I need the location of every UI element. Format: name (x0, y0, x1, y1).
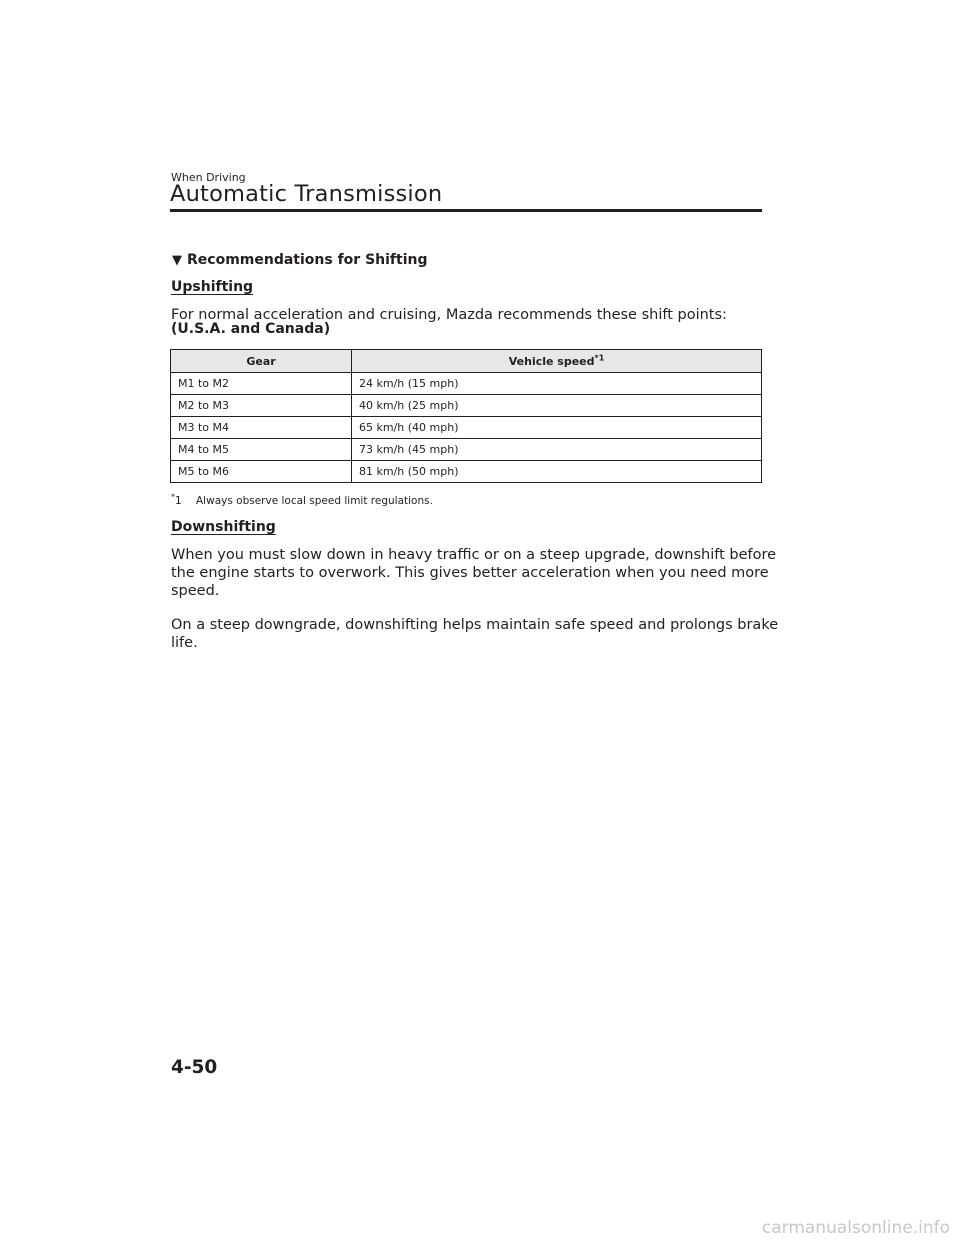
table-row (171, 395, 762, 417)
speed-cell: 65 km/h (40 mph) (352, 417, 762, 439)
speed-note-mark: *1 (594, 352, 605, 362)
region-label: (U.S.A. and Canada) (171, 321, 331, 337)
downshifting-paragraph-2 (171, 616, 779, 652)
table-row (171, 439, 762, 461)
gear-cell: M4 to M5 (171, 439, 352, 461)
table-row (171, 461, 762, 483)
text-line: When you must slow down in heavy traffic or on a steep upgrade, downshift before (171, 547, 777, 563)
shift-points-table (170, 349, 762, 483)
page-number: 4-50 (171, 1057, 218, 1078)
footnote-number: 1 (175, 495, 182, 507)
recommendations-heading (172, 252, 428, 268)
site-watermark: carmanualsonline.info (761, 1218, 950, 1238)
downshifting-paragraph-1 (171, 546, 777, 600)
text-line: the engine starts to overwork. This gives better acceleration when you need more (171, 565, 769, 581)
speed-column-header-text: Vehicle speed (508, 354, 595, 368)
table-header-row (171, 350, 762, 373)
chapter-title: Automatic Transmission (170, 181, 443, 207)
speed-footnote (171, 492, 433, 507)
triangle-down-icon: ▼ (172, 253, 182, 268)
upshifting-heading: Upshifting (171, 279, 254, 295)
table-row (171, 373, 762, 395)
speed-cell: 40 km/h (25 mph) (352, 395, 762, 417)
speed-cell: 24 km/h (15 mph) (352, 373, 762, 395)
table-row (171, 417, 762, 439)
gear-column-header: Gear (171, 350, 352, 373)
gear-cell: M1 to M2 (171, 373, 352, 395)
downshifting-heading: Downshifting (171, 519, 276, 535)
gear-cell: M2 to M3 (171, 395, 352, 417)
speed-cell: 73 km/h (45 mph) (352, 439, 762, 461)
gear-cell: M3 to M4 (171, 417, 352, 439)
upshifting-intro: For normal acceleration and cruising, Mazda recommends these shift points: (171, 307, 727, 323)
text-line: On a steep downgrade, downshifting helps maintain safe speed and prolongs brake (171, 617, 779, 633)
gear-cell: M5 to M6 (171, 461, 352, 483)
section-label: When Driving (171, 171, 246, 184)
text-line: speed. (171, 583, 220, 599)
speed-column-header (352, 350, 762, 373)
footnote-mark (171, 492, 196, 507)
header-rule (170, 209, 762, 212)
text-line: life. (171, 635, 198, 651)
speed-cell: 81 km/h (50 mph) (352, 461, 762, 483)
recommendations-heading-text: Recommendations for Shifting (187, 252, 428, 268)
footnote-star: * (171, 492, 175, 502)
footnote-text: Always observe local speed limit regulations. (196, 495, 433, 507)
